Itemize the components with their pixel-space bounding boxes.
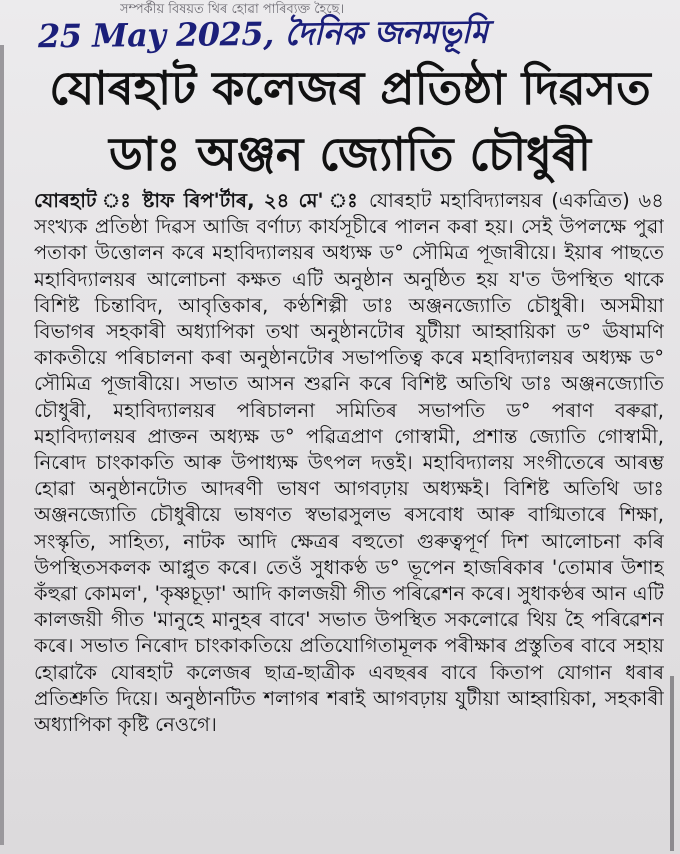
- previous-article-fragment: সম্পৰ্কীয় বিষয়ত থিৰ হোৱা পাৰিব্যক্ত হৈছে।: [120, 2, 345, 17]
- column-divider-right: [670, 676, 674, 851]
- article-dateline: যোৰহাট ঃ ষ্টাফ ৰিপ'ৰ্টাৰ, ২৪ মে' ঃ: [34, 189, 361, 212]
- article-body-text: যোৰহাট মহাবিদ্যালয়ৰ (একত্ৰিত) ৬৪ সংখ্যক প্ৰতিষ্ঠা দিৱস আজি বৰ্ণাঢ্য কাৰ্যসূচীৰে পালন কৰা হয়। সেই উপলক্ষে পুৱা পতাকা উত্তোলন কৰে মহাবিদ্যালয়ৰ অধ্যক্ষ ড° সৌমিত্ৰ পূজাৰীয়ে। ইয়াৰ পাছতে মহাবিদ্যালয়ৰ আলোচনা কক্ষত এটি অনুষ্ঠান অনুষ্ঠিত হয় য'ত উপস্থিত থাকে বিশিষ্ট চিন্তাবিদ, আবৃত্তিকাৰ, কণ্ঠশিল্পী ডাঃ অঞ্জনজ্যোতি চৌধুৰী। অসমীয়া বিভাগৰ সহকাৰী অধ্যাপিকা তথা অনুষ্ঠানটোৰ যুটীয়া আহ্বায়িকা ড° ঊষামণি কাকতীয়ে পৰিচালনা কৰা অনুষ্ঠানটোৰ সভাপতিত্ব কৰে মহাবিদ্যালয়ৰ অধ্যক্ষ ড° সৌমিত্ৰ পূজাৰীয়ে। সভাত আসন শুৱনি কৰে বিশিষ্ট অতিথি ডাঃ অঞ্জনজ্যোতি চৌধুৰী, মহাবিদ্যালয়ৰ পৰিচালনা সমিতিৰ সভাপতি ড° পৰাণ বৰুৱা, মহাবিদ্যালয়ৰ প্ৰাক্তন অধ্যক্ষ ড° পৱিত্ৰপ্ৰাণ গোস্বামী, প্ৰশান্ত জ্যোতি গোস্বামী, নিৰোদ চাংকাকতি আৰু উপাধ্যক্ষ উৎপল দত্তই। মহাবিদ্যালয় সংগীতেৰে আৰম্ভ হোৱা অনুষ্ঠানটোত আদৰণী ভাষণ আগবঢ়ায় অধ্যক্ষই। বিশিষ্ট অতিথি ডাঃ অঞ্জনজ্যোতি চৌধুৰীয়ে ভাষণত স্বভাৱসুলভ ৰসবোধ আৰু বাগ্মিতাৰে শিক্ষা, সংস্কৃতি, সাহিত্য, নাটক আদি ক্ষেত্ৰৰ বহুতো গুৰুত্বপূৰ্ণ দিশ আলোচনা কৰি উপস্থিতসকলক আপ্লুত কৰে। তেওঁ সুধাকণ্ঠ ড° ভূপেন হাজৰিকাৰ 'তোমাৰ উশাহ কঁহুৱা কোমল', 'কৃষ্ণচূড়া' আদি কালজয়ী গীত পৰিৱেশন কৰে। সুধাকণ্ঠৰ আন এটি কালজয়ী গীত 'মানুহে মানুহৰ বাবে' সভাত উপস্থিত সকলোৱে থিয় হৈ পৰিৱেশন কৰে। সভাত নিৰোদ চাংকাকতিয়ে প্ৰতিযোগিতামূলক পৰীক্ষাৰ প্ৰস্তুতিৰ বাবে সহায় হোৱাকৈ যোৰহাট কলেজৰ ছাত্ৰ-ছাত্ৰীক এবছৰৰ বাবে কিতাপ যোগান ধৰাৰ প্ৰতিশ্ৰুতি দিয়ে। অনুষ্ঠানটিত শলাগৰ শৰাই আগবঢ়ায় যুটীয়া আহ্বায়িকা, সহকাৰী অধ্যাপিকা কৃষ্টি নেওগে।: [34, 189, 664, 737]
- headline-line-1: যোৰহাট কলেজৰ প্ৰতিষ্ঠা দিৱসত: [49, 61, 651, 115]
- column-divider: [0, 45, 4, 845]
- headline-line-2: ডাঃ অঞ্জন জ্যোতি চৌধুৰী: [108, 127, 592, 181]
- article-body: [34, 188, 664, 848]
- handwritten-date-source-note: 25 May 2025, দৈনিক জনমভূমি: [37, 12, 488, 56]
